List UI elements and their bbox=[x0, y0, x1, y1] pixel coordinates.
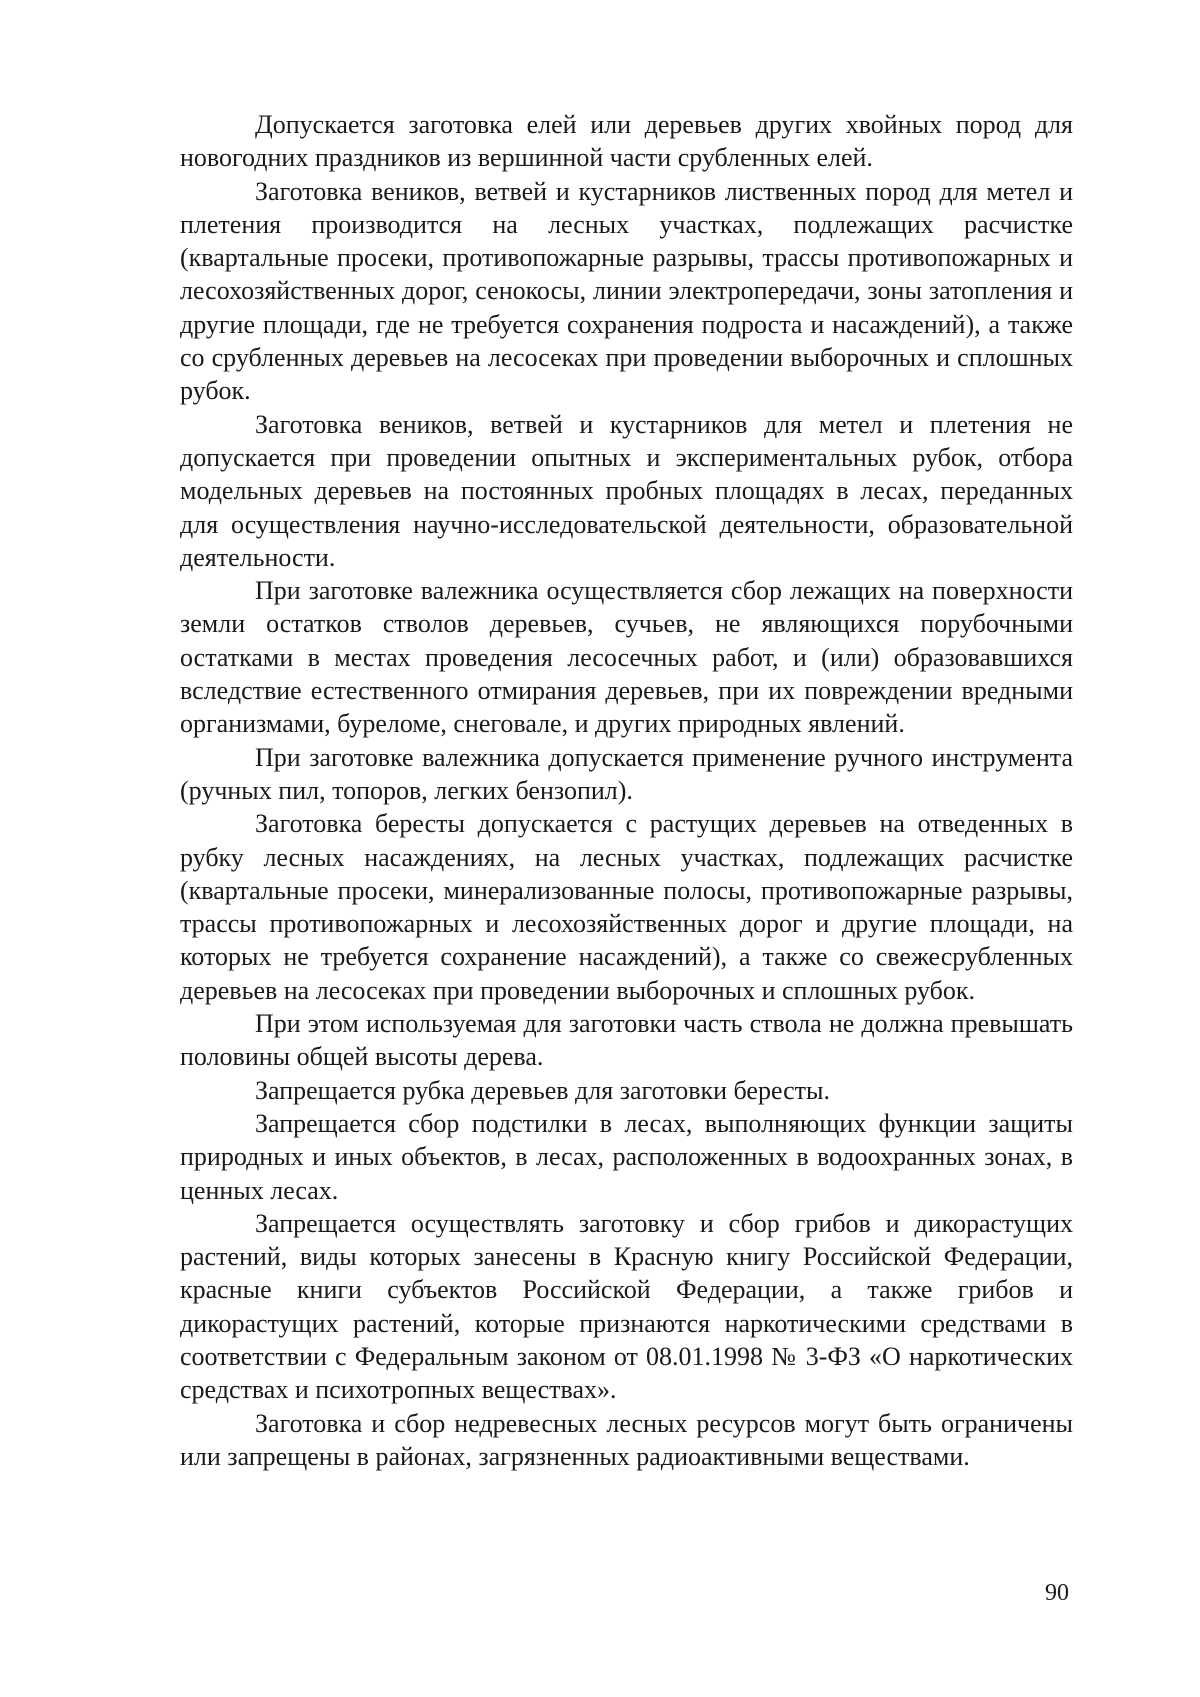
paragraph: Запрещается рубка деревьев для заготовки бересты. bbox=[255, 1075, 831, 1105]
paragraph: При заготовке валежника допускается применение ручного инструмента (ручных пил, топоров, легких бензопил). bbox=[180, 742, 1073, 805]
paragraph: Запрещается сбор подстилки в лесах, выполняющих функции защиты природных и иных объектов, в лесах, расположенных в водоохранных зонах, в ценных лесах. bbox=[180, 1108, 1073, 1205]
paragraph: Заготовка и сбор недревесных лесных ресурсов могут быть ограничены или запрещены в районах, загрязненных радиоактивными веществами. bbox=[180, 1408, 1073, 1471]
paragraph: Допускается заготовка елей или деревьев других хвойных пород для новогодних праздников из вершинной части срубленных елей. bbox=[180, 110, 1073, 173]
paragraph: Заготовка веников, ветвей и кустарников для метел и плетения не допускается при проведении опытных и экспериментальных рубок, отбора модельных деревьев на постоянных пробных площадях в лесах, переданных для осуществления научно-исследовательской деятельности, образовательной деятельности. bbox=[180, 409, 1073, 572]
paragraph: Запрещается осуществлять заготовку и сбор грибов и дикорастущих растений, виды которых занесены в Красную книгу Российской Федерации, красные книги субъектов Российской Федерации, а также грибов и дикорастущих растений, которые признаются наркотическими средствами в соответствии с Федеральным законом от 08.01.1998 № 3-ФЗ «О наркотических средствах и психотропных веществах». bbox=[180, 1208, 1073, 1405]
page-number: 90 bbox=[1045, 1580, 1069, 1606]
paragraph: При заготовке валежника осуществляется сбор лежащих на поверхности земли остатков стволов деревьев, сучьев, не являющихся порубочными остатками в местах проведения лесосечных работ, и (или) образовавшихся вследствие естественного отмирания деревьев, при их повреждении вредными организмами, буреломе, снеговале, и других природных явлений. bbox=[180, 576, 1073, 739]
paragraph: Заготовка веников, ветвей и кустарников лиственных пород для метел и плетения производится на лесных участках, подлежащих расчистке (квартальные просеки, противопожарные разрывы, трассы противопожарных и лесохозяйственных дорог, сенокосы, линии электропередачи, зоны затопления и другие площади, где не требуется сохранения подроста и насаждений), а также со срубленных деревьев на лесосеках при проведении выборочных и сплошных рубок. bbox=[180, 176, 1073, 406]
document-body bbox=[180, 108, 1073, 1473]
paragraph: Заготовка бересты допускается с растущих деревьев на отведенных в рубку лесных насаждениях, на лесных участках, подлежащих расчистке (квартальные просеки, минерализованные полосы, противопожарные разрывы, трассы противопожарных и лесохозяйственных дорог и другие площади, на которых не требуется сохранение насаждений), а также со свежесрубленных деревьев на лесосеках при проведении выборочных и сплошных рубок. bbox=[180, 809, 1073, 1005]
paragraph: При этом используемая для заготовки часть ствола не должна превышать половины общей высоты дерева. bbox=[180, 1009, 1073, 1072]
